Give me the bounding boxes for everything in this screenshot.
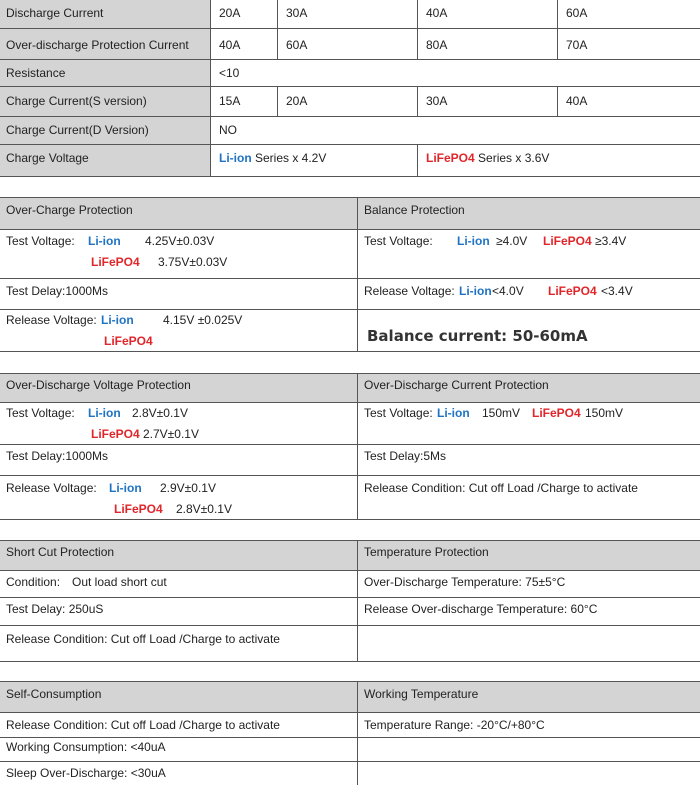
overcharge-lifepo4-value: 3.75V±0.03V [158,255,228,269]
balance-test-label: Test Voltage: [364,234,433,248]
charge-voltage-lifepo4: LiFePO4 Series x 3.6V [426,151,550,165]
odv-lifepo4-value: 2.7V±0.1V [143,427,199,441]
overcharge-lifepo4-label: LiFePO4 [91,255,140,269]
working-temperature-range: Temperature Range: -20°C/+80°C [364,718,545,732]
temperature-overdischarge: Over-Discharge Temperature: 75±5°C [364,575,566,589]
balance-li-ion-value: ≥4.0V [496,234,528,248]
cell-value: 30A [426,94,448,108]
temperature-release: Release Over-discharge Temperature: 60°C [364,602,598,616]
balance-lifepo4-value: ≥3.4V [595,234,627,248]
balance-current-note: Balance current: 50-60mA [367,327,588,345]
overcharge-li-ion-value: 4.25V±0.03V [145,234,215,248]
overcharge-release-lifepo4: LiFePO4 [104,334,153,348]
odv-delay: Test Delay:1000Ms [6,449,109,463]
working-consumption: Working Consumption: <40uA [6,740,166,754]
cell-value: 80A [426,38,448,52]
row-label-charge-current-s: Charge Current(S version) [6,94,147,108]
overdischarge-voltage-title: Over-Discharge Voltage Protection [6,378,191,392]
cell-value: 70A [566,38,588,52]
overcharge-delay: Test Delay:1000Ms [6,284,109,298]
cell-value: 30A [286,6,308,20]
odc-release: Release Condition: Cut off Load /Charge to activate [364,481,638,495]
self-consumption-release: Release Condition: Cut off Load /Charge to activate [6,718,280,732]
shortcut-delay: Test Delay: 250uS [6,602,104,616]
row-label-discharge-current: Discharge Current [6,6,104,20]
odc-lifepo4-label: LiFePO4 [532,406,581,420]
overcharge-title: Over-Charge Protection [6,203,133,217]
balance-release-lifepo4: LiFePO4 [548,284,597,298]
odv-test-label: Test Voltage: [6,406,75,420]
self-consumption-title: Self-Consumption [6,687,102,701]
cell-value: 15A [219,94,241,108]
odc-li-ion-value: 150mV [482,406,521,420]
odv-release-lifepo4-value: 2.8V±0.1V [176,502,232,516]
balance-release-label: Release Voltage: [364,284,455,298]
odv-li-ion-label: Li-ion [88,406,121,420]
odc-lifepo4-value: 150mV [585,406,624,420]
balance-release-li-ion-value: <4.0V [492,284,524,298]
overcharge-release-li-ion: Li-ion [101,313,134,327]
cell-value: 40A [566,94,588,108]
overcharge-release-label: Release Voltage: [6,313,97,327]
balance-release-li-ion: Li-ion [459,284,492,298]
overdischarge-current-title: Over-Discharge Current Protection [364,378,549,392]
overcharge-li-ion-label: Li-ion [88,234,121,248]
cell-value: 40A [426,6,448,20]
overcharge-test-label: Test Voltage: [6,234,75,248]
row-label-resistance: Resistance [6,66,66,80]
cell-value: 20A [219,6,241,20]
odc-delay: Test Delay:5Ms [364,449,447,463]
odv-release-label: Release Voltage: [6,481,97,495]
balance-li-ion-label: Li-ion [457,234,490,248]
temperature-title: Temperature Protection [364,545,489,559]
cell-value: 60A [286,38,308,52]
shortcut-condition-label: Condition: [6,575,61,589]
overcharge-release-li-ion-value: 4.15V ±0.025V [163,313,243,327]
odv-lifepo4-label: LiFePO4 [91,427,140,441]
working-temperature-title: Working Temperature [364,687,479,701]
odv-release-lifepo4: LiFePO4 [114,502,163,516]
odc-li-ion-label: Li-ion [437,406,470,420]
shortcut-title: Short Cut Protection [6,545,115,559]
odv-release-li-ion: Li-ion [109,481,142,495]
cell-value: <10 [219,66,240,80]
shortcut-condition-value: Out load short cut [72,575,167,589]
balance-release-lifepo4-value: <3.4V [601,284,633,298]
row-label-charge-voltage: Charge Voltage [6,151,89,165]
cell-value: NO [219,123,237,137]
cell-value: 20A [286,94,308,108]
row-label-overdischarge-current: Over-discharge Protection Current [6,38,189,52]
sleep-overdischarge: Sleep Over-Discharge: <30uA [6,766,166,780]
row-label-charge-current-d: Charge Current(D Version) [6,123,149,137]
cell-value: 40A [219,38,241,52]
charge-voltage-li-ion: Li-ion Series x 4.2V [219,151,327,165]
cell-value: 60A [566,6,588,20]
odv-li-ion-value: 2.8V±0.1V [132,406,188,420]
odv-release-li-ion-value: 2.9V±0.1V [160,481,216,495]
shortcut-release: Release Condition: Cut off Load /Charge to activate [6,632,280,646]
balance-lifepo4-label: LiFePO4 [543,234,592,248]
odc-test-label: Test Voltage: [364,406,433,420]
balance-title: Balance Protection [364,203,465,217]
